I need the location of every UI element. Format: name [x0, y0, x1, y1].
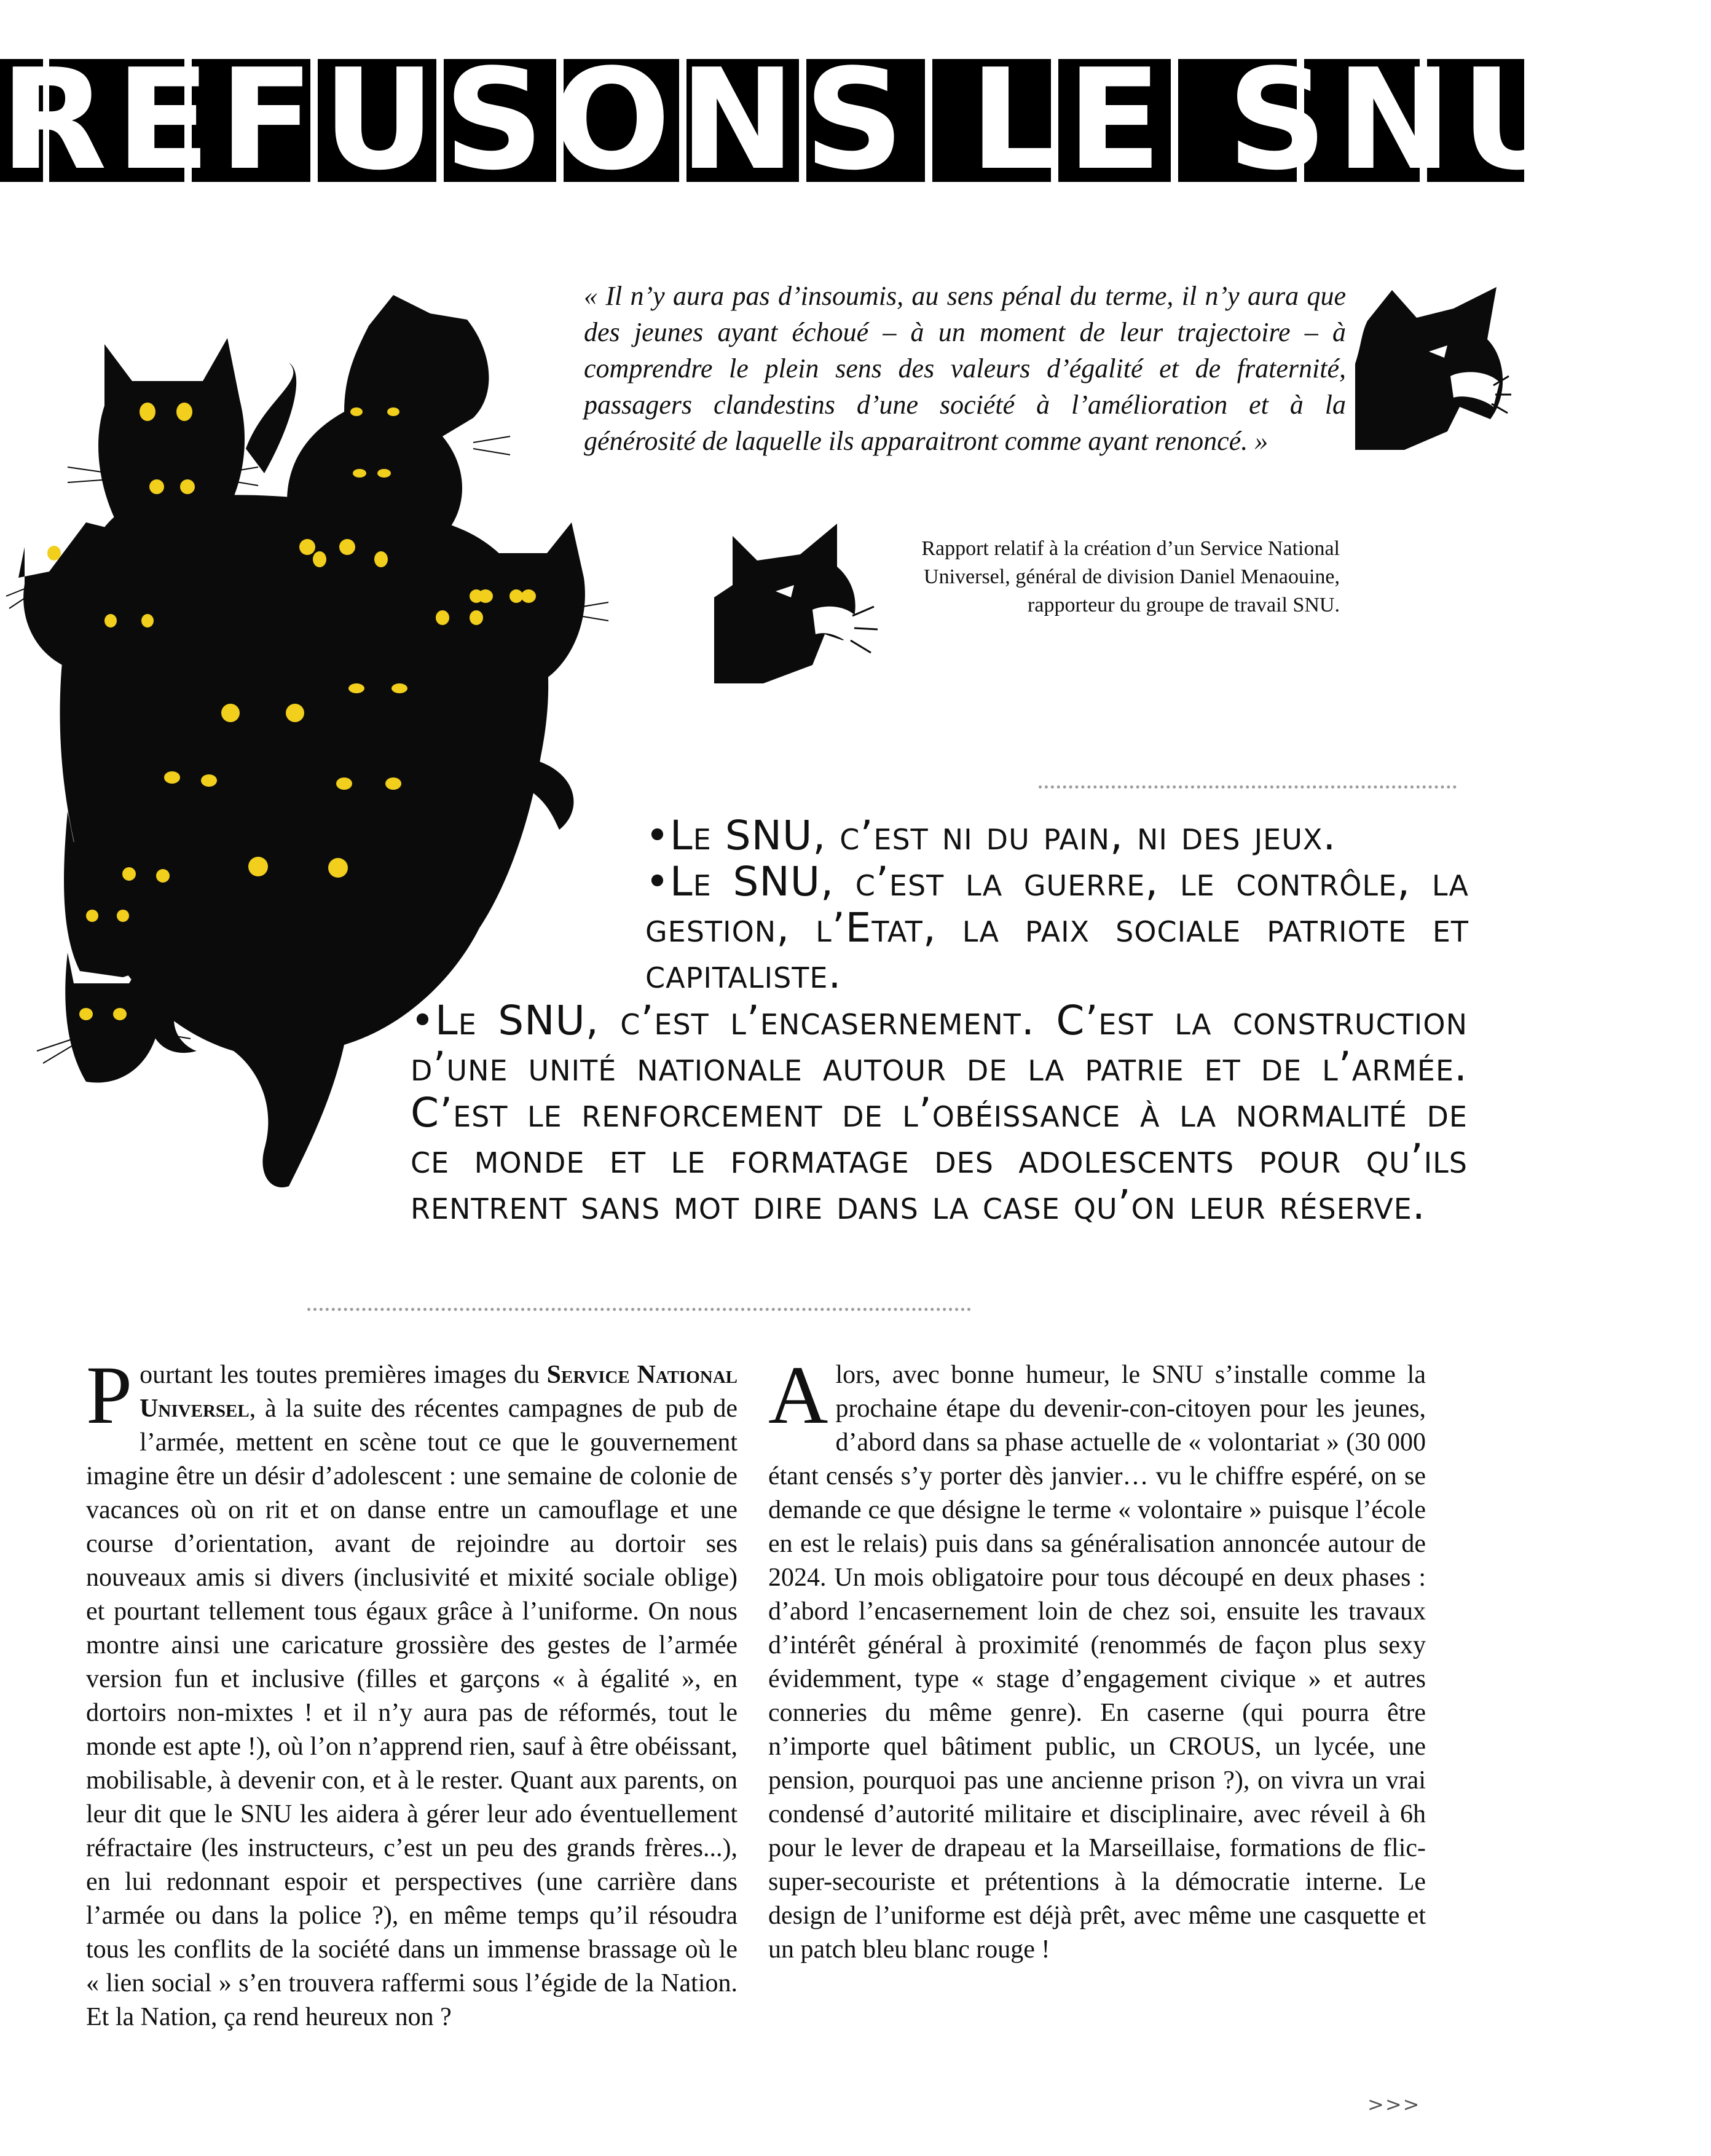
body-term: Service National Universel [140, 1361, 738, 1423]
body-lead: ourtant les toutes premières images du [140, 1361, 547, 1389]
quote-source: Rapport relatif à la création d’un Service National Universel, général de division Daniel Menaouine, rapporteur du groupe de travail SNU. [921, 537, 1340, 616]
headline-band [0, 39, 1711, 201]
body-text: , à la suite des récentes campagnes de pub de l’armée, mettent en scène tout ce que le gouvernement imagine être un désir d’adolescent : une semaine de colonie de vacances où on rit et on danse entre un camouflage et une course d’orientation, avant de rejoindre au dortoir ses nouveaux amis si divers (inclusivité et mixité sociale oblige) et pourtant tellement tous égaux grâce à l’uniforme. On nous montre ainsi une caricature grossière des gestes de l’armée version fun et inclusive (filles et garçons « à égalité », en dortoirs non-mixtes ! et il n’y aura pas de réformés, tout le monde est apte !), où l’on n’apprend rien, sauf à être obéissant, mobilisable, à devenir con, et à le rester. Quant aux parents, on leur dit que le SNU les aidera à gérer leur ado éventuellement réfractaire (les instructeurs, c’est un peu des grands frères...), en lui redonnant espoir et perspectives (une carrière dans l’armée ou dans la police ?), en même temps qu’il résoudra tous les conflits de la société dans un immense brassage où le « lien social » s’en trouvera raffermi sous l’égide de la Nation. Et la Nation, ça rend heureux non ? [86, 1395, 738, 2031]
bullet-statement-1: •Le SNU, c’est ni du pain, ni des jeux. [645, 812, 1337, 859]
page-title: REFUSONS LE SNU ! [0, 39, 1711, 201]
drop-cap: A [768, 1350, 828, 1441]
body-column-left [86, 1350, 738, 2034]
continue-marker: >>> [1367, 2093, 1421, 2116]
divider-bottom [307, 1308, 971, 1311]
report-quote: « Il n’y aura pas d’insoumis, au sens pénal du terme, il n’y aura que des jeunes ayant échoué – à un moment de leur trajectoire – à comprendre le plein sens des valeurs d’égalité et de fraternité, passagers clandestins d’une société à l’amélioration et à la générosité de laquelle ils apparaitront comme ayant renoncé. » [584, 281, 1346, 456]
body-column-right [768, 1350, 1426, 1967]
drop-cap: P [86, 1350, 133, 1441]
bullet-statement-2: •Le SNU, c’est la guerre, le contrôle, la gestion, l’Etat, la paix sociale patriote et capitaliste. [645, 858, 1469, 997]
body-text: lors, avec bonne humeur, le SNU s’installe comme la prochaine étape du devenir-con-citoyen pour les jeunes, d’abord dans sa phase actuelle de « volontariat » (30 000 étant censés s’y porter dès janvier… vu le chiffre espéré, on se demande ce que désigne le terme « volontaire » puisque l’école en est le relais) puis dans sa généralisation annoncée autour de 2024. Un mois obligatoire pour tous découpé en deux phases : d’abord l’encasernement loin de chez soi, ensuite les travaux d’intérêt général à proximité (renommés de façon plus sexy évidemment, type « stage d’engagement civique » et autres conneries du même genre). En caserne (qui pourra être n’importe quel bâtiment public, un CROUS, un lycée, une pension, pourquoi pas une ancienne prison ?), on vivra un vrai condensé d’autorité militaire et disciplinaire, avec réveil à 6h pour le lever de drapeau et la Marseillaise, formations de flic-super-secouriste et prétentions à la démocratie interne. Le design de l’uniforme est déjà prêt, avec même une casquette et un patch bleu blanc rouge ! [768, 1361, 1426, 1964]
divider-top [1039, 785, 1457, 789]
snarling-cat-logo-small [714, 524, 880, 683]
snarling-cat-logo [1355, 284, 1512, 450]
bullet-statement-3: •Le SNU, c’est l’encasernement. C’est la construction d’une unité nationale autour de la patrie et de l’armée. C’est le renforcement de l’obéissance à la normalité de ce monde et le formatage des adolescents pour qu’ils rentrent sans mot dire dans la case qu’on leur réserve. [411, 997, 1468, 1229]
